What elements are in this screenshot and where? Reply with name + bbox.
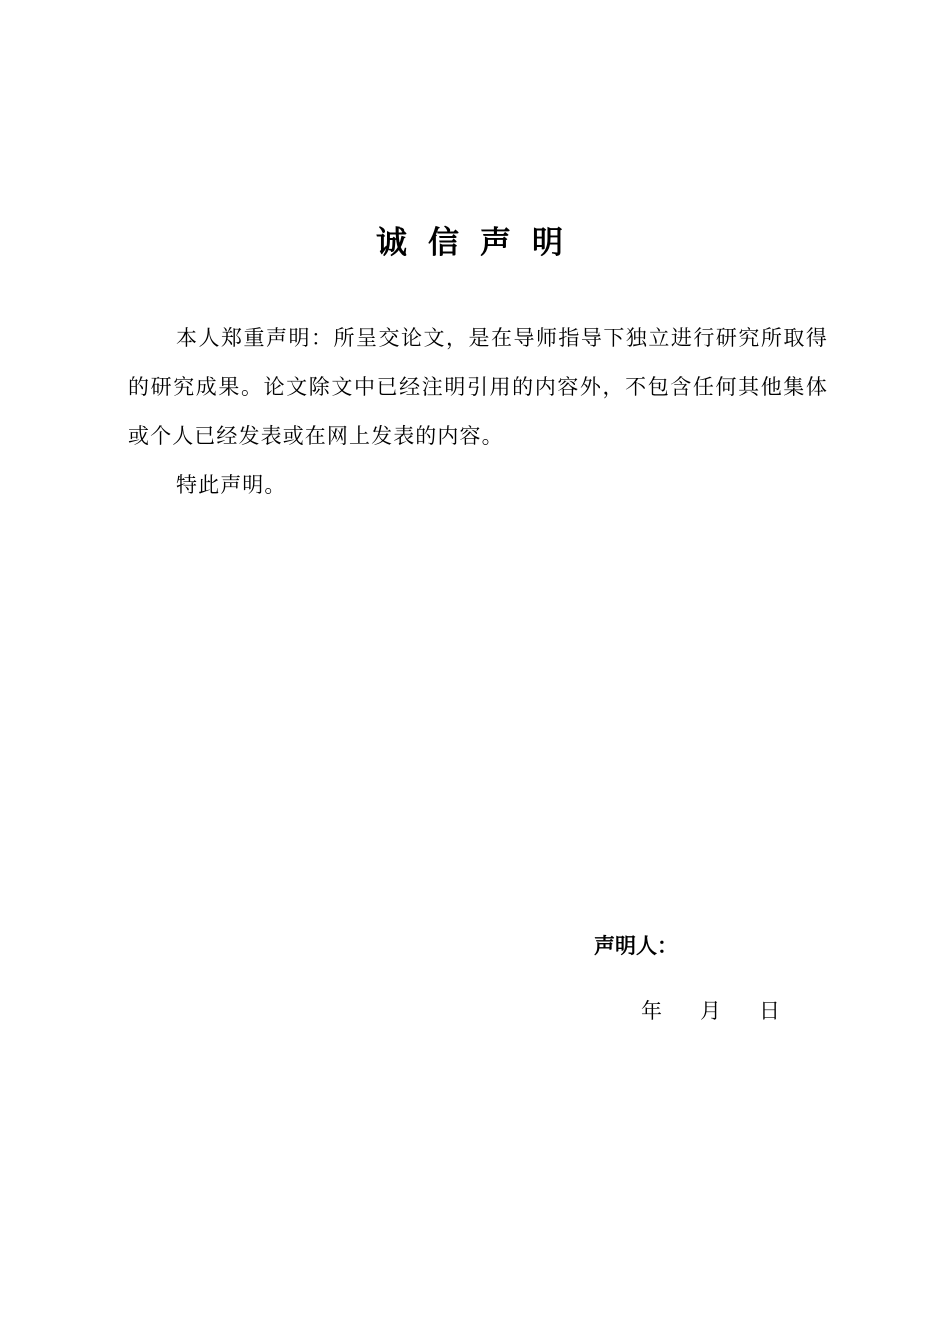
closing-paragraph: 特此声明。 (176, 473, 287, 497)
declaration-body (128, 314, 828, 510)
page-title: 诚信声明 (376, 225, 584, 261)
month-label: 月 (700, 999, 721, 1023)
declaration-paragraph: 本人郑重声明：所呈交论文，是在导师指导下独立进行研究所取得的研究成果。论文除文中已经注明引用的内容外，不包含任何其他集体或个人已经发表或在网上发表的内容。 (128, 326, 828, 448)
date-line (641, 994, 780, 1028)
day-label: 日 (759, 999, 780, 1023)
year-label: 年 (641, 999, 662, 1023)
signature-label: 声明人： (594, 933, 678, 958)
